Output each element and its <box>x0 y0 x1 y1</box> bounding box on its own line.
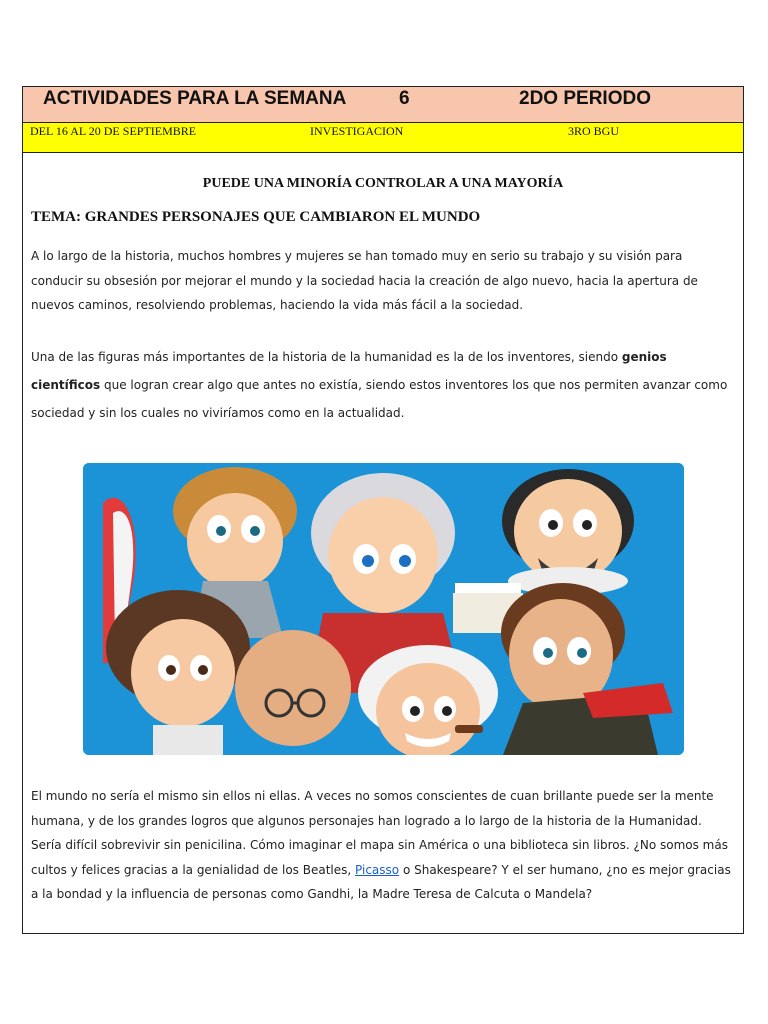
paragraph-closing-text-a: El mundo no sería el mismo sin ellos ni ellas. A veces no somos conscientes de cuan brillante puede ser la mente humana, y de los grandes logros que algunos personajes han logrado a lo largo de la historia de la Humanidad. Sería difícil sobrevivir sin penicilina. Cómo imaginar el mapa sin América o una biblioteca sin libros. ¿No somos más cultos y felices gracias a la genialidad de los Beatles, <box>31 789 728 877</box>
week-number: 6 <box>399 88 410 109</box>
grade-label: 3RO BGU <box>568 124 620 138</box>
header-title: ACTIVIDADES PARA LA SEMANA <box>43 88 347 109</box>
period-label: 2DO PERIODO <box>519 88 651 109</box>
date-range: DEL 16 AL 20 DE SEPTIEMBRE <box>30 124 197 138</box>
bold-phrase: genios científicos <box>31 350 667 392</box>
header-title-row <box>23 87 743 123</box>
activity-type: INVESTIGACION <box>310 124 404 138</box>
illustration-graphic <box>83 463 684 755</box>
topic-heading: TEMA: GRANDES PERSONAJES QUE CAMBIARON EL MUNDO <box>31 209 481 225</box>
picasso-link[interactable]: Picasso <box>355 862 400 877</box>
paragraph-inventors-text-a: Una de las figuras más importantes de la historia de la humanidad es la de los inventores, siendo <box>31 350 622 364</box>
paragraph-closing-text-b: o Shakespeare? Y el ser humano, ¿no es mejor gracias a la bondad y la influencia de personas como Gandhi, la Madre Teresa de Calcuta o Mandela? <box>31 862 731 901</box>
paragraph-closing <box>31 784 731 907</box>
paragraph-intro: A lo largo de la historia, muchos hombres y mujeres se han tomado muy en serio su trabajo y su visión para conducir su obsesión por mejorar el mundo y la sociedad hacia la creación de algo nuevo, hacia la apertura de nuevos caminos, resolviendo problemas, haciendo la vida más fácil a la sociedad. <box>31 249 698 312</box>
question-heading: PUEDE UNA MINORÍA CONTROLAR A UNA MAYORÍA <box>202 176 564 191</box>
paragraph-inventors-text-b: que logran crear algo que antes no existía, siendo estos inventores los que nos permiten avanzar como sociedad y sin los cuales no viviríamos como en la actualidad. <box>31 378 728 420</box>
paragraph-inventors <box>31 343 731 427</box>
activity-sheet <box>22 86 744 934</box>
header-info-row <box>23 123 743 153</box>
cartoon-historical-figures-illustration <box>83 463 684 755</box>
